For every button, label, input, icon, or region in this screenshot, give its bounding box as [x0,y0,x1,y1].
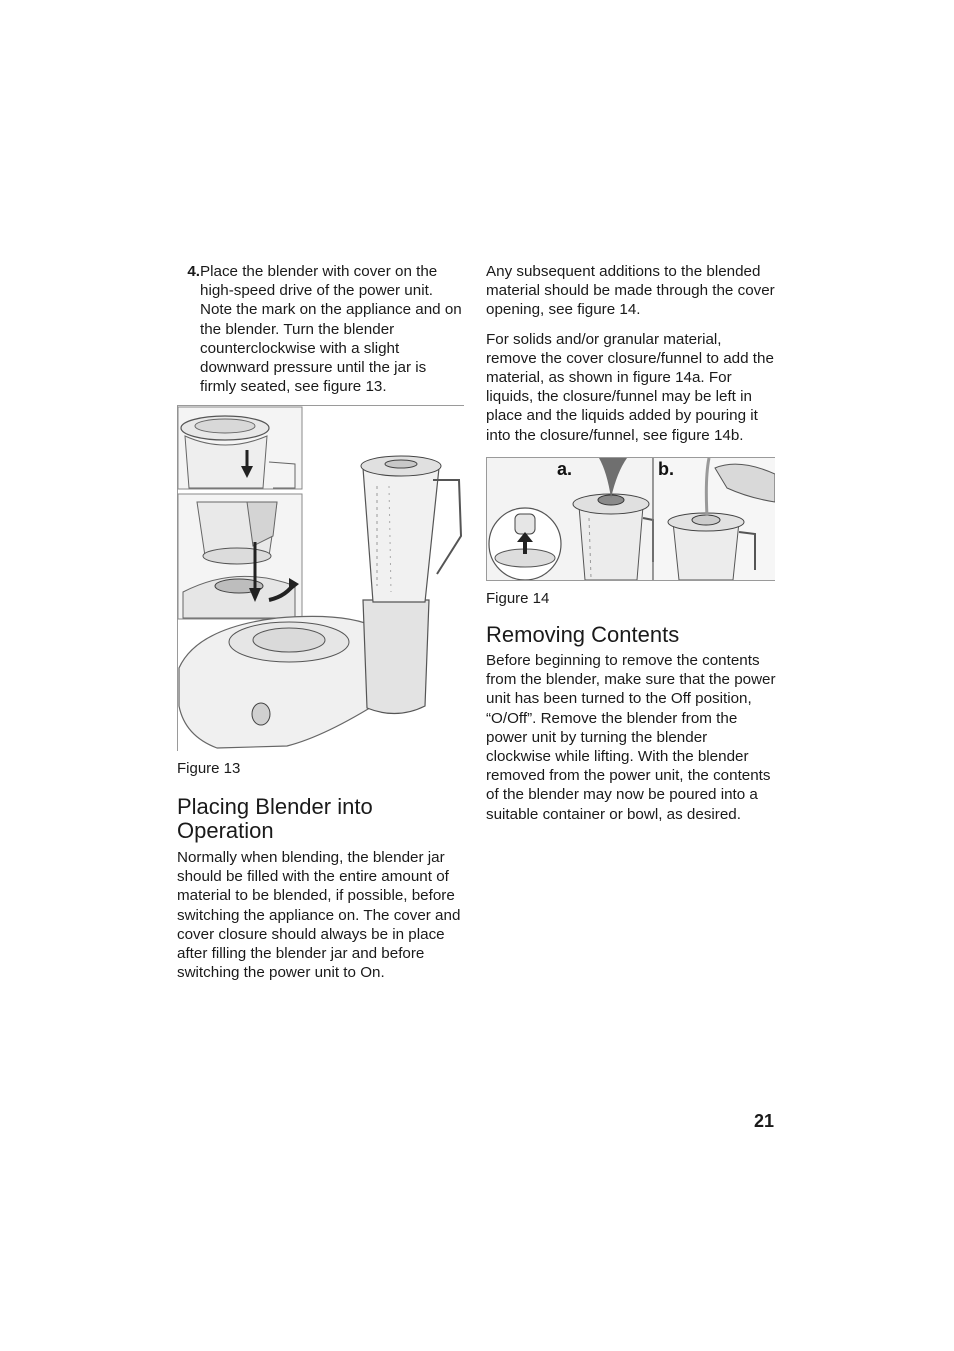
paragraph-subsequent-additions: Any subsequent additions to the blended material should be made through the cover opening, see figure 14. [486,263,775,319]
left-column [177,262,465,396]
right-column-lower [486,589,776,824]
figure-13-illustration [177,405,464,751]
figure-14-label-b: b. [658,459,674,479]
figure-14-illustration [486,457,775,581]
inset-jar-placement [178,494,302,619]
blender-jar-on-motor [361,456,461,714]
adding-ingredients-drawing [487,458,775,580]
paragraph-solids-liquids: For solids and/or granular material, remove the cover closure/funnel to add the material, as shown in figure 14a. For liquids, the closure/funnel may be left in place and the liquids added by pouring it into the closure/funnel, see figure 14b. [486,330,774,444]
power-unit-base [179,616,389,748]
section-body-removing-contents: Before beginning to remove the contents from the blender, make sure that the power unit has been turned to the Off position, “O/Off”. Remove the blender from the power unit by turning the blender clockwise while lifting. With the blender removed from the power unit, the contents of the blender may now be poured into a suitable container or bowl, as desired. [486,652,776,823]
panel-a-solids [487,458,653,580]
right-column [486,262,776,445]
section-heading-removing-contents: Removing Contents [486,622,680,647]
figure-13-caption: Figure 13 [177,760,241,777]
figure-14-label-a: a. [557,459,573,479]
blender-assembly-drawing [177,406,464,751]
step-text: Place the blender with cover on the high-speed drive of the power unit. Note the mark on the appliance and on the blender. Turn the blender counterclockwise with a slight downward pressure until the jar is firmly seated, see figure 13. [200,263,462,396]
step-number: 4. [187,263,200,280]
step-4 [177,262,465,396]
inset-cover-placement [178,407,302,489]
panel-b-liquids [654,458,775,580]
section-body-placing-blender: Normally when blending, the blender jar should be filled with the entire amount of material to be blended, if possible, before switching the appliance on. The cover and cover closure should always be in place after filling the blender jar and before switching the power unit to On. [177,849,461,982]
figure-14-caption: Figure 14 [486,590,550,607]
page-number: 21 [753,1111,774,1131]
left-column-lower [177,759,465,982]
section-heading-placing-blender: Placing Blender into Operation [177,794,373,843]
